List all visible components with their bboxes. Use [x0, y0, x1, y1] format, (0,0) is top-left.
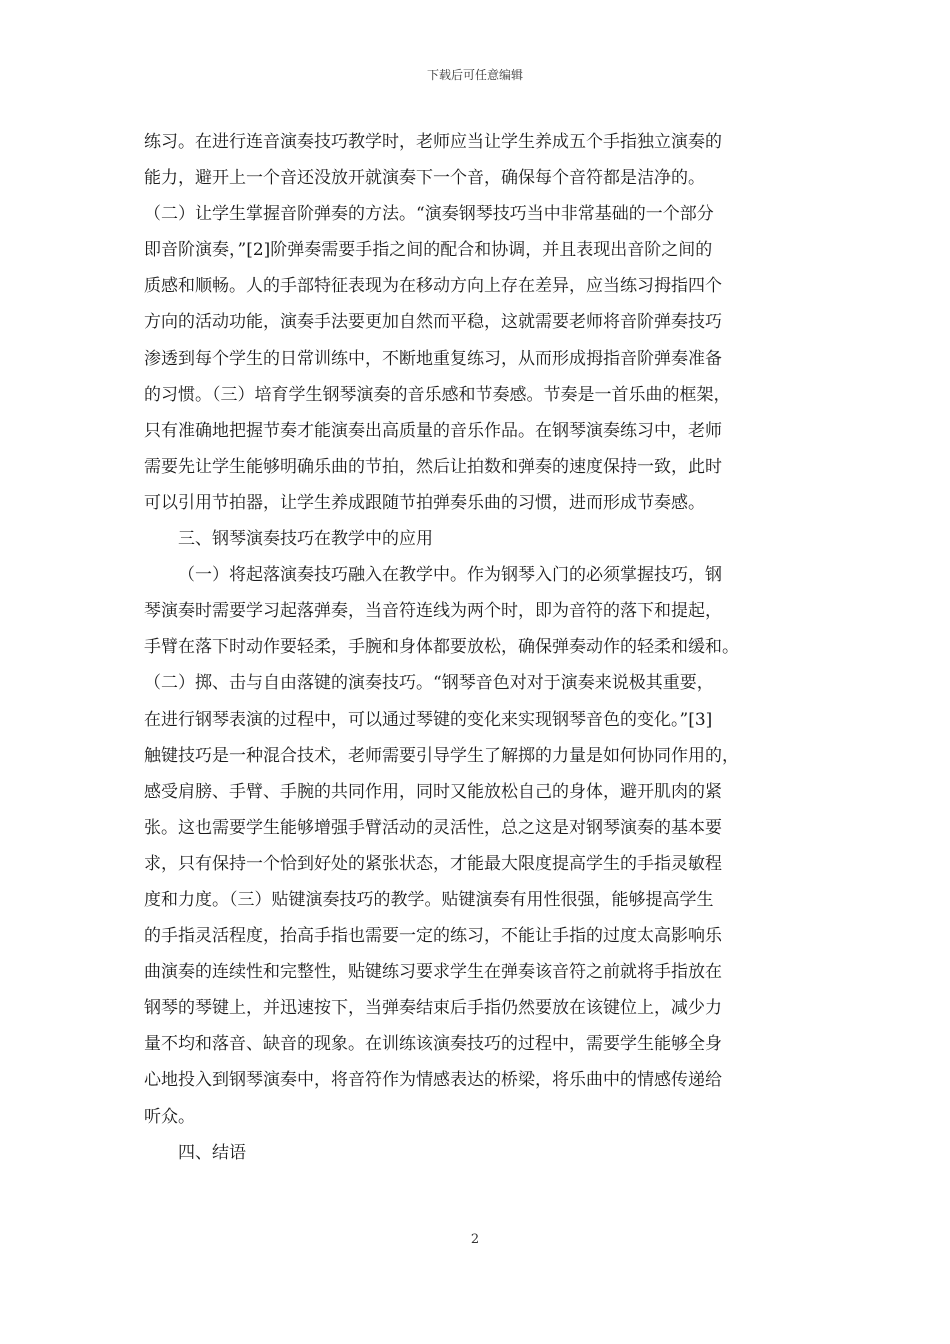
text-line: 度和力度。（三）贴键演奏技巧的教学。贴键演奏有用性很强，能够提高学生	[144, 889, 714, 910]
text-line: 感受肩膀、手臂、手腕的共同作用，同时又能放松自己的身体，避开肌肉的紧	[144, 781, 722, 802]
text-line: 即音阶演奏，”[2]阶弹奏需要手指之间的配合和协调，并且表现出音阶之间的	[144, 240, 713, 261]
text-line: 求，只有保持一个恰到好处的紧张状态，才能最大限度提高学生的手指灵敏程	[144, 853, 722, 874]
page-header: 下载后可任意编辑	[426, 68, 523, 82]
text-line: 四、结语	[178, 1142, 246, 1163]
text-line: 只有准确地把握节奏才能演奏出高质量的音乐作品。在钢琴演奏练习中，老师	[144, 420, 722, 441]
text-line: 曲演奏的连续性和完整性，贴键练习要求学生在弹奏该音符之前就将手指放在	[144, 962, 722, 983]
page-number: 2	[470, 1232, 480, 1247]
text-line: 手臂在落下时动作要轻柔，手腕和身体都要放松，确保弹奏动作的轻柔和缓和。	[144, 637, 739, 658]
text-line: 钢琴的琴键上，并迅速按下，当弹奏结束后手指仍然要放在该键位上，减少力	[144, 998, 722, 1019]
text-line: （二）让学生掌握音阶弹奏的方法。“演奏钢琴技巧当中非常基础的一个部分	[144, 204, 714, 225]
text-line: 张。这也需要学生能够增强手臂活动的灵活性，总之这是对钢琴演奏的基本要	[144, 817, 722, 838]
text-line: 听众。	[144, 1106, 195, 1127]
text-line: 量不均和落音、缺音的现象。在训练该演奏技巧的过程中，需要学生能够全身	[144, 1034, 722, 1055]
text-line: （二）掷、击与自由落键的演奏技巧。“钢琴音色对对于演奏来说极其重要，	[144, 673, 714, 694]
document-body	[144, 124, 824, 1171]
text-line: 练习。在进行连音演奏技巧教学时，老师应当让学生养成五个手指独立演奏的	[144, 132, 722, 152]
text-line: 琴演奏时需要学习起落弹奏，当音符连线为两个时，即为音符的落下和提起，	[144, 601, 722, 622]
text-line: 质感和顺畅。人的手部特征表现为在移动方向上存在差异，应当练习拇指四个	[144, 276, 722, 297]
text-line: 能力，避开上一个音还没放开就演奏下一个音，确保每个音符都是洁净的。	[144, 168, 705, 189]
text-line: 在进行钢琴表演的过程中，可以通过琴键的变化来实现钢琴音色的变化。”[3]	[144, 709, 713, 730]
text-line: 的习惯。（三）培育学生钢琴演奏的音乐感和节奏感。节奏是一首乐曲的框架，	[144, 384, 731, 405]
text-line: 可以引用节拍器，让学生养成跟随节拍弹奏乐曲的习惯，进而形成节奏感。	[144, 492, 705, 513]
text-line: 方向的活动功能，演奏手法要更加自然而平稳，这就需要老师将音阶弹奏技巧	[144, 312, 722, 333]
text-line: （一）将起落演奏技巧融入在教学中。作为钢琴入门的必须掌握技巧，钢	[178, 565, 722, 586]
text-line: 心地投入到钢琴演奏中，将音符作为情感表达的桥梁，将乐曲中的情感传递给	[144, 1070, 722, 1091]
text-line: 渗透到每个学生的日常训练中，不断地重复练习，从而形成拇指音阶弹奏准备	[144, 348, 722, 369]
text-line: 的手指灵活程度，抬高手指也需要一定的练习，不能让手指的过度太高影响乐	[144, 926, 722, 947]
text-line: 需要先让学生能够明确乐曲的节拍，然后让拍数和弹奏的速度保持一致，此时	[144, 456, 722, 477]
text-line: 触键技巧是一种混合技术，老师需要引导学生了解掷的力量是如何协同作用的，	[144, 745, 739, 766]
text-line: 三、钢琴演奏技巧在教学中的应用	[178, 529, 433, 550]
